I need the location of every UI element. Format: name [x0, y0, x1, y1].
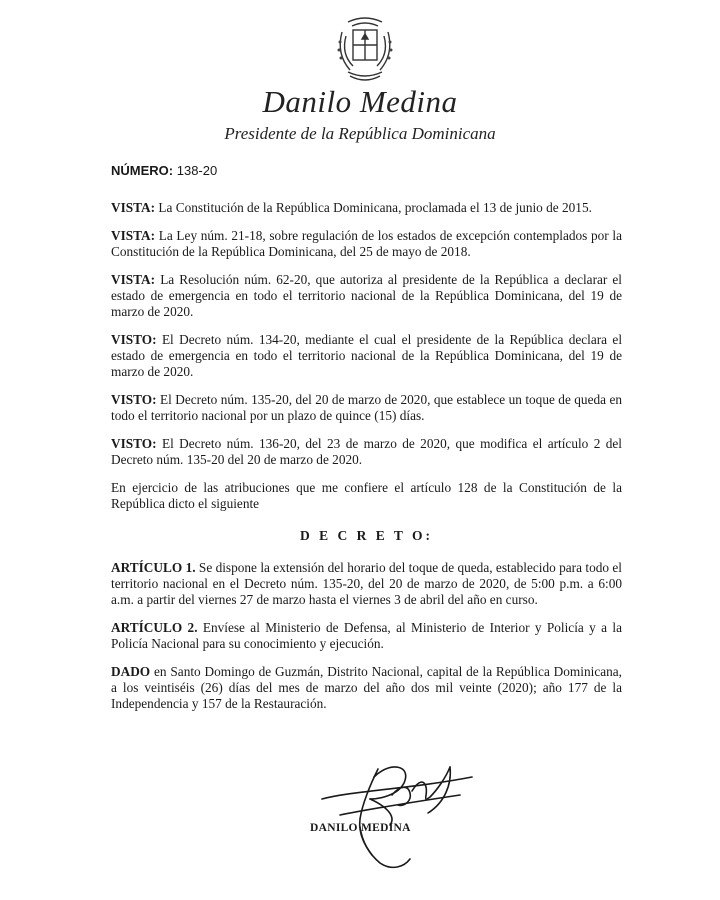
article-label: ARTÍCULO 2. — [111, 620, 198, 635]
visto-text: El Decreto núm. 136-20, del 23 de marzo de 2020, que modifica el artículo 2 del Decreto núm. 135-20 del 20 de marzo de 2020. — [111, 436, 622, 467]
vista-label: VISTA: — [111, 200, 156, 215]
decreto-heading: D E C R E T O: — [299, 528, 434, 543]
visto-paragraph — [111, 436, 622, 468]
article-paragraph — [111, 560, 622, 608]
vista-paragraph — [111, 200, 622, 216]
preamble-paragraph: En ejercicio de las atribuciones que me confiere el artículo 128 de la Constitución de la República dicto el siguiente — [111, 480, 622, 511]
vista-text: La Constitución de la República Dominicana, proclamada el 13 de junio de 2015. — [158, 200, 592, 215]
visto-paragraph — [111, 392, 622, 424]
visto-paragraph — [111, 332, 622, 380]
vista-text: La Ley núm. 21-18, sobre regulación de los estados de excepción contemplados por la Constitución de la República Dominicana, del 25 de mayo de 2018. — [111, 228, 622, 259]
vista-paragraph — [111, 272, 622, 320]
visto-label: VISTO: — [111, 392, 157, 407]
president-name-header: Danilo Medina — [262, 84, 458, 119]
dado-label: DADO — [111, 664, 151, 679]
dado-text: en Santo Domingo de Guzmán, Distrito Nacional, capital de la República Dominicana, a los veintiséis (26) días del mes de marzo del año dos mil veinte (2020); año 177 de la Independencia y 157 de la Restauración. — [111, 664, 622, 711]
article-label: ARTÍCULO 1. — [111, 560, 196, 575]
article-paragraph — [111, 620, 622, 652]
visto-text: El Decreto núm. 134-20, mediante el cual el presidente de la República declara el estado de emergencia en todo el territorio nacional de la República Dominicana, del 19 de marzo de 2020. — [111, 332, 623, 379]
decree-body — [111, 163, 622, 724]
number-value: 138-20 — [176, 163, 218, 178]
number-label: NÚMERO: — [111, 163, 174, 178]
article-text: Se dispone la extensión del horario del toque de queda, establecido para todo el territorio nacional en el Decreto núm. 135-20, del 20 de marzo de 2020, de 5:00 p.m. a 6:00 a.m. a partir del viernes 27 de marzo hasta el viernes 3 de abril del año en curso. — [111, 560, 622, 607]
vista-text: La Resolución núm. 62-20, que autoriza al presidente de la República a declarar el estado de emergencia en todo el territorio nacional de la República Dominicana, del 19 de marzo de 2020. — [111, 272, 623, 319]
article-text: Envíese al Ministerio de Defensa, al Ministerio de Interior y Policía y a la Policía Nacional para su conocimiento y ejecución. — [111, 620, 622, 651]
decree-number — [111, 163, 622, 179]
vista-paragraph — [111, 228, 622, 260]
vista-label: VISTA: — [111, 228, 156, 243]
signatory-name: DANILO MEDINA — [310, 822, 411, 834]
dado-paragraph — [111, 664, 622, 712]
visto-text: El Decreto núm. 135-20, del 20 de marzo de 2020, que establece un toque de queda en todo el territorio nacional por un plazo de quince (15) días. — [111, 392, 622, 423]
president-title-header: Presidente de la República Dominicana — [224, 124, 496, 143]
coat-of-arms-icon — [328, 14, 402, 88]
vista-label: VISTA: — [111, 272, 156, 287]
visto-label: VISTO: — [111, 332, 157, 347]
visto-label: VISTO: — [111, 436, 157, 451]
handwritten-signature-icon — [300, 755, 480, 875]
